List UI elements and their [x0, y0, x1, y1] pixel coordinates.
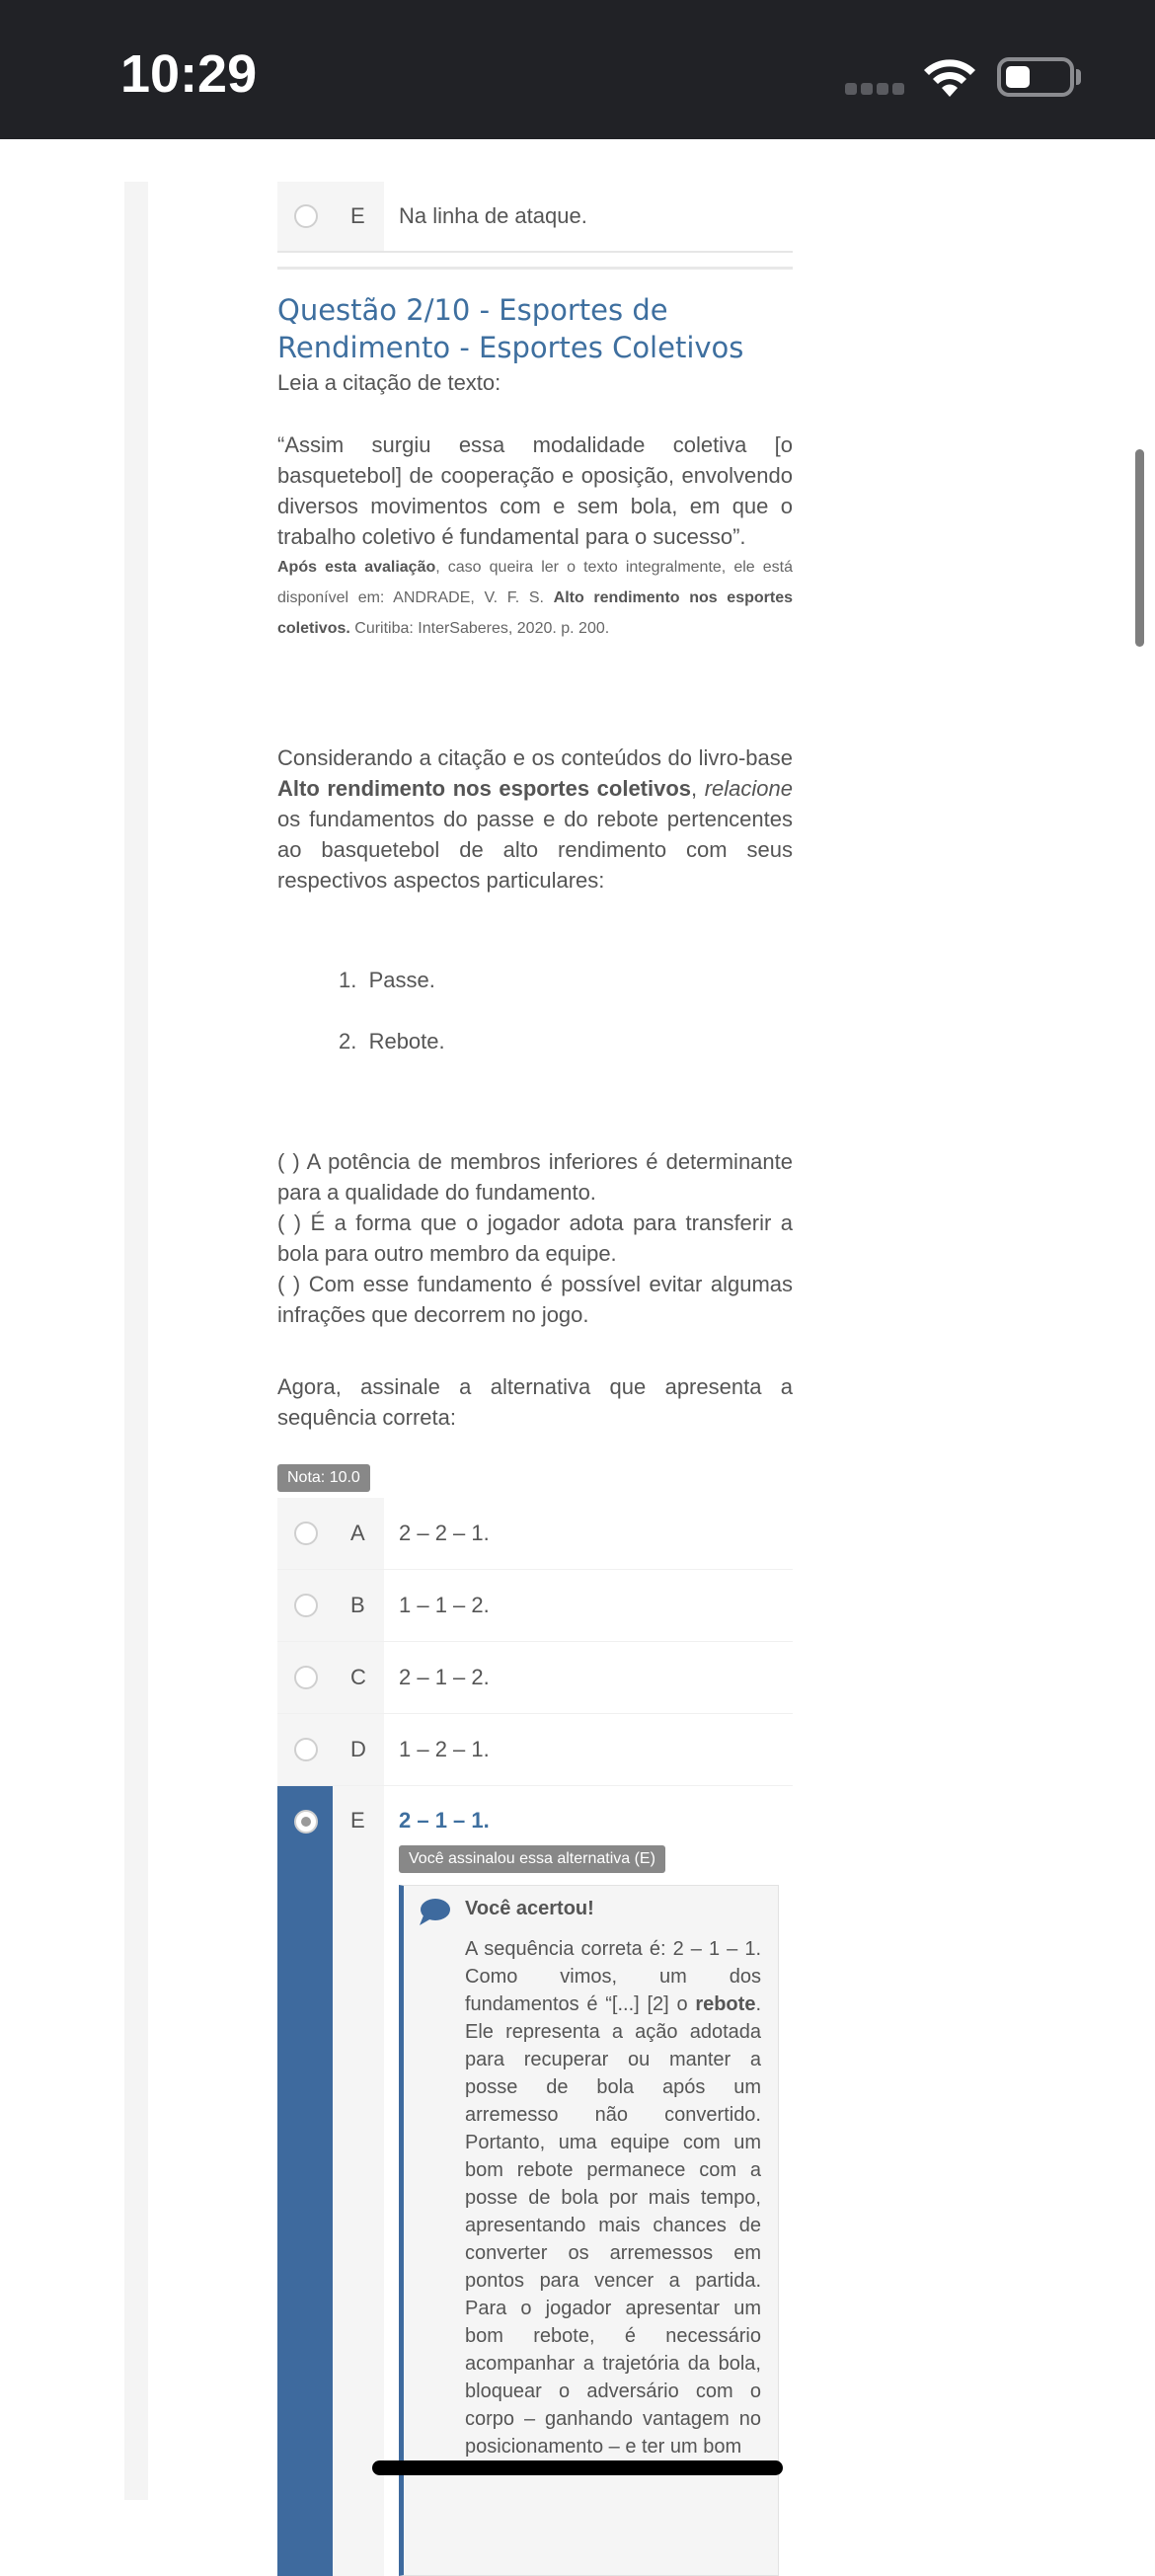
list-item: 2. Rebote. [339, 1029, 445, 1054]
selected-badge: Você assinalou essa alternativa (E) [399, 1845, 665, 1873]
previous-option-e[interactable] [277, 182, 793, 253]
score-badge: Nota: 10.0 [277, 1464, 370, 1492]
option-text: 2 – 1 – 1. [399, 1808, 490, 1833]
option-letter: D [350, 1737, 366, 1761]
option-letter: C [350, 1665, 366, 1689]
option-letter: E [350, 203, 365, 228]
numbered-list [277, 965, 793, 1087]
battery-tip [1076, 69, 1081, 85]
source-bold-2: Alto rendimento nos esportes coletivos. [277, 589, 793, 637]
option-letter: E [350, 1808, 365, 1833]
radio-button[interactable] [294, 1666, 318, 1689]
option-text: 2 – 2 – 1. [399, 1521, 490, 1545]
radio-button[interactable] [294, 204, 318, 228]
scrollbar-thumb[interactable] [1135, 449, 1144, 647]
option-b[interactable] [277, 1570, 793, 1642]
option-text: 1 – 1 – 2. [399, 1593, 490, 1617]
list-item: 1. Passe. [339, 968, 435, 992]
option-letter: A [350, 1521, 365, 1545]
feedback-bold: rebote [695, 1993, 756, 2015]
option-c[interactable] [277, 1642, 793, 1714]
source-text-2: Curitiba: InterSaberes, 2020. p. 200. [349, 620, 610, 637]
radio-button[interactable] [294, 1522, 318, 1545]
feedback-text-1: A sequência correta é: 2 – 1 – 1. Como vimos, um dos fundamentos é “[...] [2] o [465, 1938, 761, 2015]
status-time: 10:29 [120, 44, 258, 104]
feedback-text-2: . Ele representa a ação adotada para recuperar ou manter a posse de bola após um arremesso não convertido. Portanto, uma equipe com um bom rebote permanece com a posse de bola por mais tempo, apresentando mais chances de converter os arremessos em pontos para vencer a partida. Para o jogador apresentar um bom rebote, é necessário acompanhar a trajetória da bola, bloquear o adversário com o corpo – ganhando vantagem no posicionamento – e ter um bom [465, 1993, 761, 2458]
quote-text: “Assim surgiu essa modalidade coletiva [o basquetebol] de cooperação e oposição, envolvendo diversos movimentos com e sem bola, em que o trabalho coletivo é fundamental para o sucesso”. [277, 432, 793, 549]
instruction-text: Agora, assinale a alternativa que apresenta a sequência correta: [277, 1374, 793, 1430]
consider-part-1: Considerando a citação e os conteúdos do livro-base [277, 745, 793, 770]
list-item-text: Rebote. [368, 1029, 445, 1054]
statement-1: ( ) A potência de membros inferiores é determinante para a qualidade do fundamento. [277, 1149, 793, 1205]
selected-indicator-bar [277, 1786, 333, 2576]
options-list [277, 1498, 793, 2576]
consider-italic: relacione [704, 776, 793, 801]
statements [277, 1146, 793, 1330]
list-item-text: Passe. [368, 968, 435, 992]
option-text: Na linha de ataque. [399, 203, 587, 228]
option-text: 1 – 2 – 1. [399, 1737, 490, 1761]
status-bar [0, 0, 1155, 139]
question-content [277, 182, 793, 2576]
wifi-icon [922, 57, 977, 99]
statement-2: ( ) É a forma que o jogador adota para transferir a bola para outro membro da equipe. [277, 1210, 793, 1266]
question-title: Questão 2/10 - Esportes de Rendimento - Esportes Coletivos [277, 293, 744, 364]
option-a[interactable] [277, 1498, 793, 1570]
radio-button[interactable] [294, 1738, 318, 1761]
option-e-selected[interactable] [277, 1786, 793, 2576]
option-letter: B [350, 1593, 365, 1617]
source-citation [277, 552, 793, 644]
consider-bold: Alto rendimento nos esportes coletivos [277, 776, 692, 801]
source-bold-1: Após esta avaliação [277, 559, 436, 576]
statement-3: ( ) Com esse fundamento é possível evitar algumas infrações que decorrem no jogo. [277, 1272, 793, 1327]
source-text-1: , caso queira ler o texto integralmente, ele está disponível em: ANDRADE, V. F. S. [277, 559, 793, 606]
consider-text [277, 742, 793, 896]
question-lead: Leia a citação de texto: [277, 370, 501, 395]
feedback-body [465, 1935, 761, 2460]
home-indicator[interactable] [372, 2460, 783, 2475]
option-d[interactable] [277, 1714, 793, 1786]
speech-bubble-icon [418, 1898, 451, 1927]
radio-button-selected[interactable] [294, 1810, 318, 1834]
consider-part-2: , [691, 776, 705, 801]
feedback-title: Você acertou! [465, 1898, 594, 1919]
option-text: 2 – 1 – 2. [399, 1665, 490, 1689]
radio-button[interactable] [294, 1594, 318, 1617]
left-rail [124, 182, 148, 2500]
divider [277, 267, 793, 270]
consider-part-3: os fundamentos do passe e do rebote pertencentes ao basquetebol de alto rendimento com seus respectivos aspectos particulares: [277, 807, 793, 893]
cellular-signal-icon [845, 83, 906, 95]
battery-icon [997, 57, 1074, 97]
